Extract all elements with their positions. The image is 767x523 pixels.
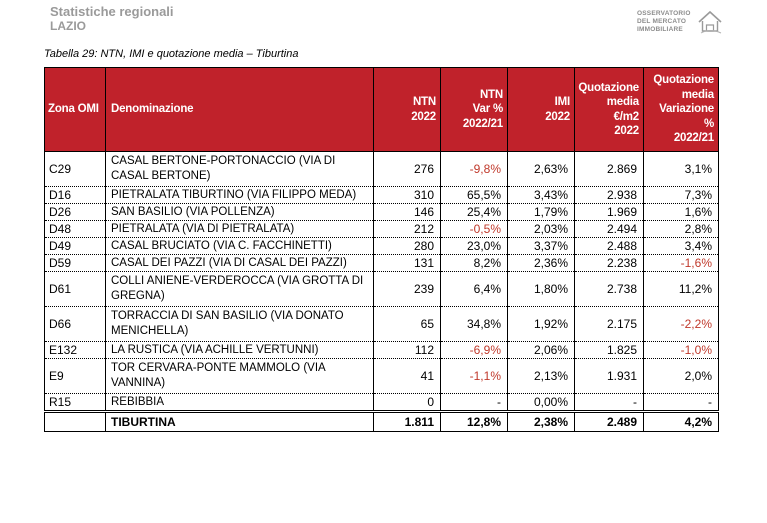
logo-line: IMMOBILIARE xyxy=(637,26,683,33)
total-ntn-cell: 1.811 xyxy=(374,412,441,432)
quotazione-cell: 1.969 xyxy=(575,204,644,221)
quotazione-var-cell: -1,0% xyxy=(644,342,719,359)
header-ntn-var: NTN Var % 2022/21 xyxy=(441,68,508,152)
quotazione-cell: 2.938 xyxy=(575,187,644,204)
table-row xyxy=(45,342,719,359)
omi-logo xyxy=(637,9,725,35)
imi-cell: 3,37% xyxy=(508,238,575,255)
header-quotazione-var: Quotazione media Variazione % 2022/21 xyxy=(644,68,719,152)
ntn-var-cell: -1,1% xyxy=(441,359,508,394)
imi-cell: 2,13% xyxy=(508,359,575,394)
region-title: LAZIO xyxy=(50,19,86,33)
quotazione-var-cell: - xyxy=(644,394,719,412)
table-row xyxy=(45,307,719,342)
quotazione-var-cell: 7,3% xyxy=(644,187,719,204)
ntn-var-cell: 8,2% xyxy=(441,255,508,272)
zona-cell: D16 xyxy=(45,187,106,204)
total-imi-cell: 2,38% xyxy=(508,412,575,432)
ntn-cell: 212 xyxy=(374,221,441,238)
denominazione-cell: LA RUSTICA (VIA ACHILLE VERTUNNI) xyxy=(106,342,374,359)
zona-cell: D61 xyxy=(45,272,106,307)
zona-cell: C29 xyxy=(45,152,106,187)
denominazione-cell: COLLI ANIENE-VERDEROCCA (VIA GROTTA DI GREGNA) xyxy=(106,272,374,307)
zona-cell: D48 xyxy=(45,221,106,238)
table-row xyxy=(45,221,719,238)
header-ntn: NTN 2022 xyxy=(374,68,441,152)
total-quotazione-var-cell: 4,2% xyxy=(644,412,719,432)
ntn-cell: 65 xyxy=(374,307,441,342)
table-caption: Tabella 29: NTN, IMI e quotazione media – Tiburtina xyxy=(44,48,299,60)
imi-cell: 3,43% xyxy=(508,187,575,204)
quotazione-cell: 2.869 xyxy=(575,152,644,187)
table-row xyxy=(45,255,719,272)
ntn-var-cell: 34,8% xyxy=(441,307,508,342)
total-zona-cell xyxy=(45,412,106,432)
denominazione-cell: SAN BASILIO (VIA POLLENZA) xyxy=(106,204,374,221)
total-quotazione-cell: 2.489 xyxy=(575,412,644,432)
quotazione-cell: 1.931 xyxy=(575,359,644,394)
imi-cell: 2,36% xyxy=(508,255,575,272)
quotazione-var-cell: 2,8% xyxy=(644,221,719,238)
data-table xyxy=(44,67,719,432)
table-row xyxy=(45,204,719,221)
quotazione-cell: 2.175 xyxy=(575,307,644,342)
quotazione-var-cell: 1,6% xyxy=(644,204,719,221)
denominazione-cell: TOR CERVARA-PONTE MAMMOLO (VIA VANNINA) xyxy=(106,359,374,394)
quotazione-cell: - xyxy=(575,394,644,412)
quotazione-cell: 1.825 xyxy=(575,342,644,359)
quotazione-cell: 2.738 xyxy=(575,272,644,307)
logo-text xyxy=(637,10,691,34)
table-row xyxy=(45,272,719,307)
building-logo-icon xyxy=(697,9,723,34)
quotazione-cell: 2.488 xyxy=(575,238,644,255)
zona-cell: D26 xyxy=(45,204,106,221)
table-row xyxy=(45,238,719,255)
ntn-cell: 41 xyxy=(374,359,441,394)
denominazione-cell: CASAL DEI PAZZI (VIA DI CASAL DEI PAZZI) xyxy=(106,255,374,272)
quotazione-var-cell: 11,2% xyxy=(644,272,719,307)
imi-cell: 2,03% xyxy=(508,221,575,238)
logo-line: OSSERVATORIO xyxy=(637,10,691,17)
table-header-row xyxy=(45,68,719,152)
quotazione-var-cell: -1,6% xyxy=(644,255,719,272)
table-row xyxy=(45,187,719,204)
denominazione-cell: PIETRALATA (VIA DI PIETRALATA) xyxy=(106,221,374,238)
ntn-var-cell: 25,4% xyxy=(441,204,508,221)
quotazione-cell: 2.494 xyxy=(575,221,644,238)
header-imi: IMI 2022 xyxy=(508,68,575,152)
imi-cell: 0,00% xyxy=(508,394,575,412)
denominazione-cell: TORRACCIA DI SAN BASILIO (VIA DONATO MENICHELLA) xyxy=(106,307,374,342)
ntn-cell: 0 xyxy=(374,394,441,412)
document-header xyxy=(50,4,174,33)
ntn-var-cell: 65,5% xyxy=(441,187,508,204)
header-quotazione: Quotazione media €/m2 2022 xyxy=(575,68,644,152)
ntn-cell: 131 xyxy=(374,255,441,272)
header-denominazione: Denominazione xyxy=(106,68,374,152)
table-total-row xyxy=(45,412,719,432)
total-ntn-var-cell: 12,8% xyxy=(441,412,508,432)
ntn-var-cell: -6,9% xyxy=(441,342,508,359)
quotazione-var-cell: 3,4% xyxy=(644,238,719,255)
zona-cell: D66 xyxy=(45,307,106,342)
ntn-var-cell: 23,0% xyxy=(441,238,508,255)
imi-cell: 1,79% xyxy=(508,204,575,221)
section-title: Statistiche regionali xyxy=(50,4,174,19)
ntn-cell: 280 xyxy=(374,238,441,255)
ntn-cell: 276 xyxy=(374,152,441,187)
ntn-var-cell: -9,8% xyxy=(441,152,508,187)
ntn-var-cell: -0,5% xyxy=(441,221,508,238)
zona-cell: E9 xyxy=(45,359,106,394)
zona-cell: E132 xyxy=(45,342,106,359)
ntn-cell: 310 xyxy=(374,187,441,204)
denominazione-cell: CASAL BERTONE-PORTONACCIO (VIA DI CASAL BERTONE) xyxy=(106,152,374,187)
imi-cell: 1,92% xyxy=(508,307,575,342)
ntn-var-cell: - xyxy=(441,394,508,412)
imi-cell: 2,06% xyxy=(508,342,575,359)
header-zona-omi: Zona OMI xyxy=(45,68,106,152)
ntn-cell: 146 xyxy=(374,204,441,221)
ntn-cell: 239 xyxy=(374,272,441,307)
denominazione-cell: REBIBBIA xyxy=(106,394,374,412)
total-denominazione-cell: TIBURTINA xyxy=(106,412,374,432)
denominazione-cell: CASAL BRUCIATO (VIA C. FACCHINETTI) xyxy=(106,238,374,255)
imi-cell: 1,80% xyxy=(508,272,575,307)
quotazione-cell: 2.238 xyxy=(575,255,644,272)
logo-line: DEL MERCATO xyxy=(637,18,687,25)
quotazione-var-cell: 2,0% xyxy=(644,359,719,394)
table-row xyxy=(45,359,719,394)
zona-cell: R15 xyxy=(45,394,106,412)
denominazione-cell: PIETRALATA TIBURTINO (VIA FILIPPO MEDA) xyxy=(106,187,374,204)
ntn-cell: 112 xyxy=(374,342,441,359)
zona-cell: D49 xyxy=(45,238,106,255)
ntn-var-cell: 6,4% xyxy=(441,272,508,307)
imi-cell: 2,63% xyxy=(508,152,575,187)
quotazione-var-cell: -2,2% xyxy=(644,307,719,342)
table-row xyxy=(45,394,719,412)
table-row xyxy=(45,152,719,187)
zona-cell: D59 xyxy=(45,255,106,272)
quotazione-var-cell: 3,1% xyxy=(644,152,719,187)
